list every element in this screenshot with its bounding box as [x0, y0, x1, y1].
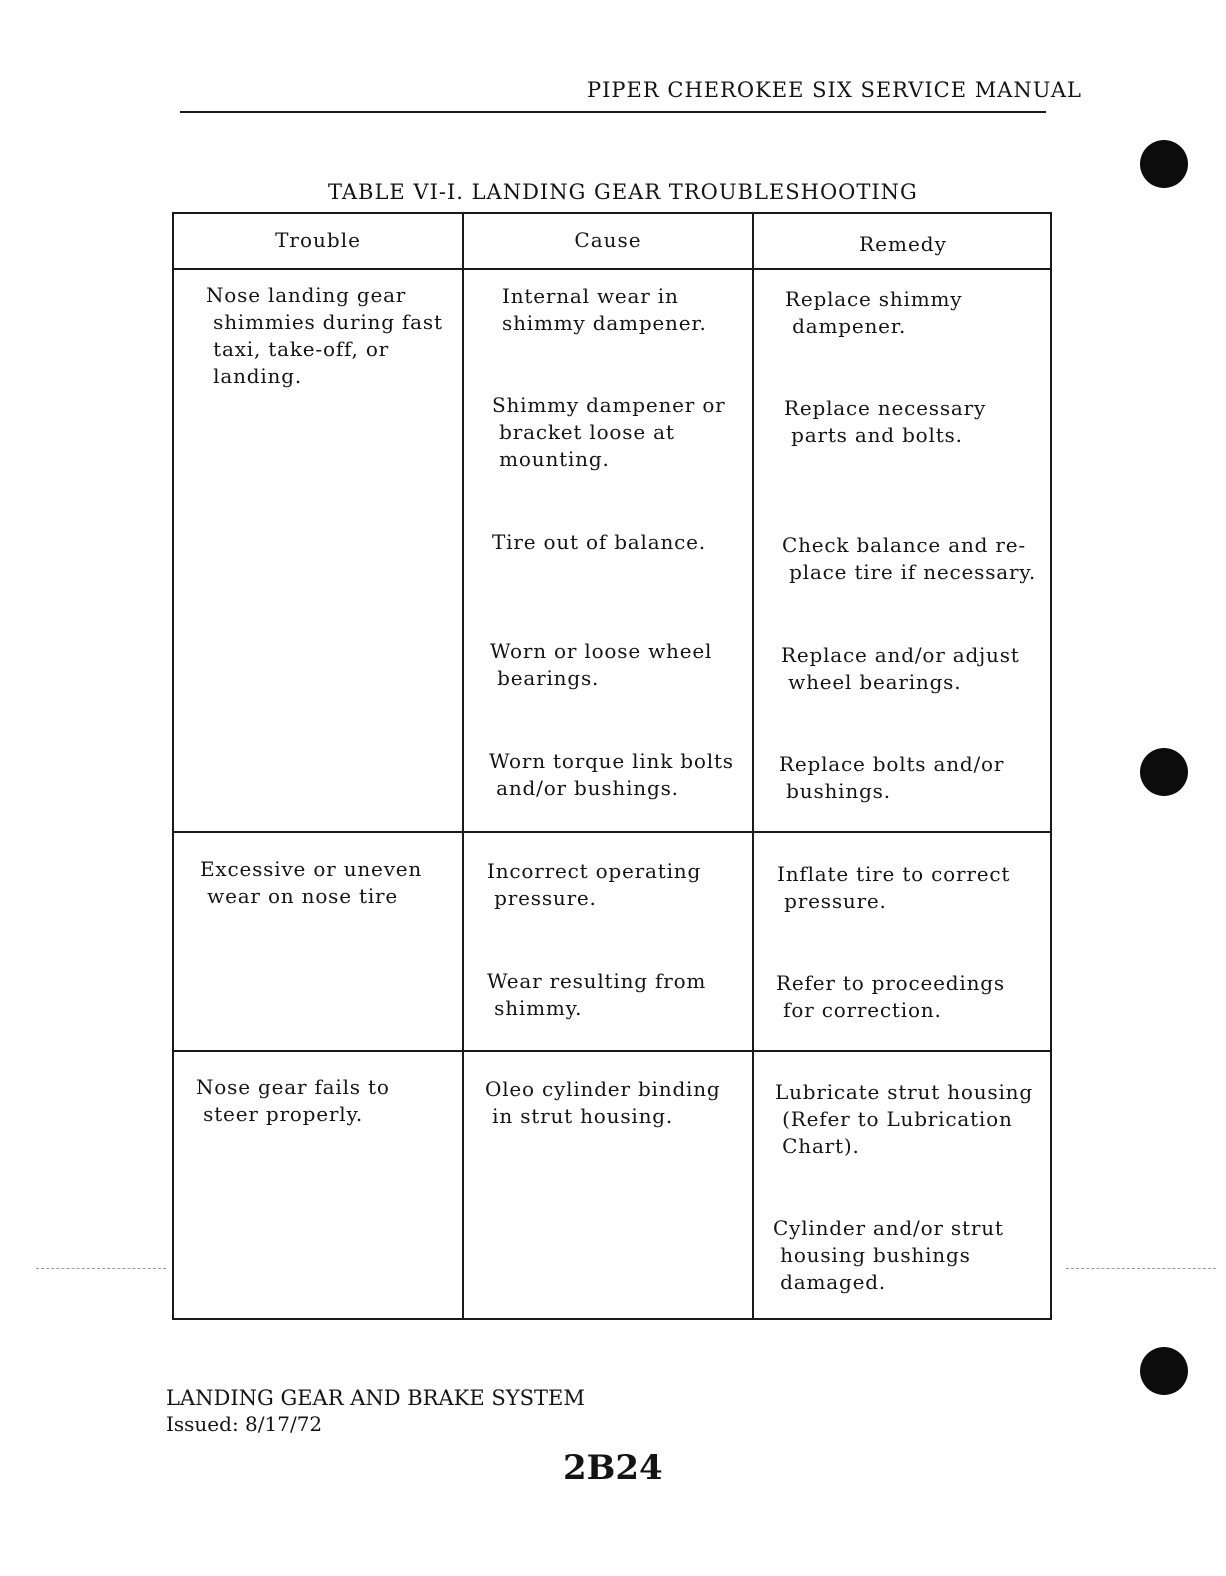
remedy-cell: Refer to proceedings for correction.	[776, 971, 1005, 1022]
column-header-trouble: Trouble	[275, 228, 361, 252]
trouble-cell: Nose gear fails to steer properly.	[196, 1075, 390, 1126]
cause-cell: Incorrect operating pressure.	[487, 859, 702, 910]
row-divider	[174, 831, 1050, 833]
row-divider	[174, 1050, 1050, 1052]
page-number: 2B24	[563, 1448, 663, 1488]
remedy-cell: Replace bolts and/or bushings.	[779, 752, 1005, 803]
remedy-cell: Cylinder and/or strut housing bushings damaged.	[773, 1216, 1004, 1294]
scan-artifact-line	[1066, 1268, 1216, 1269]
cause-cell: Worn torque link bolts and/or bushings.	[489, 749, 734, 800]
remedy-cell: Replace shimmy dampener.	[785, 287, 963, 338]
manual-title: PIPER CHEROKEE SIX SERVICE MANUAL	[587, 78, 1082, 102]
scan-artifact-line	[36, 1268, 166, 1269]
column-divider	[462, 214, 464, 1318]
section-name: LANDING GEAR AND BRAKE SYSTEM	[166, 1386, 585, 1410]
header-rule	[180, 111, 1046, 113]
column-header-cause: Cause	[574, 228, 642, 252]
cause-cell: Wear resulting from shimmy.	[487, 969, 707, 1020]
header-divider	[174, 268, 1050, 270]
remedy-cell: Lubricate strut housing (Refer to Lubrication Chart).	[775, 1080, 1033, 1158]
cause-cell: Tire out of balance.	[492, 530, 706, 554]
troubleshooting-table	[172, 212, 1052, 1320]
remedy-cell: Replace and/or adjust wheel bearings.	[781, 643, 1020, 694]
column-header-remedy: Remedy	[859, 232, 947, 256]
trouble-cell: Nose landing gear shimmies during fast taxi, take-off, or landing.	[206, 283, 443, 388]
remedy-cell: Check balance and re- place tire if necessary.	[782, 533, 1036, 584]
binder-hole-middle	[1140, 748, 1188, 796]
remedy-cell: Replace necessary parts and bolts.	[784, 396, 987, 447]
cause-cell: Internal wear in shimmy dampener.	[502, 284, 707, 335]
issued-date: Issued: 8/17/72	[166, 1412, 323, 1436]
cause-cell: Oleo cylinder binding in strut housing.	[485, 1077, 721, 1128]
column-divider	[752, 214, 754, 1318]
cause-cell: Shimmy dampener or bracket loose at mounting.	[492, 393, 726, 471]
binder-hole-bottom	[1140, 1347, 1188, 1395]
binder-hole-top	[1140, 140, 1188, 188]
trouble-cell: Excessive or uneven wear on nose tire	[200, 857, 423, 908]
cause-cell: Worn or loose wheel bearings.	[490, 639, 713, 690]
remedy-cell: Inflate tire to correct pressure.	[777, 862, 1011, 913]
table-caption: TABLE VI-I. LANDING GEAR TROUBLESHOOTING	[328, 180, 918, 204]
